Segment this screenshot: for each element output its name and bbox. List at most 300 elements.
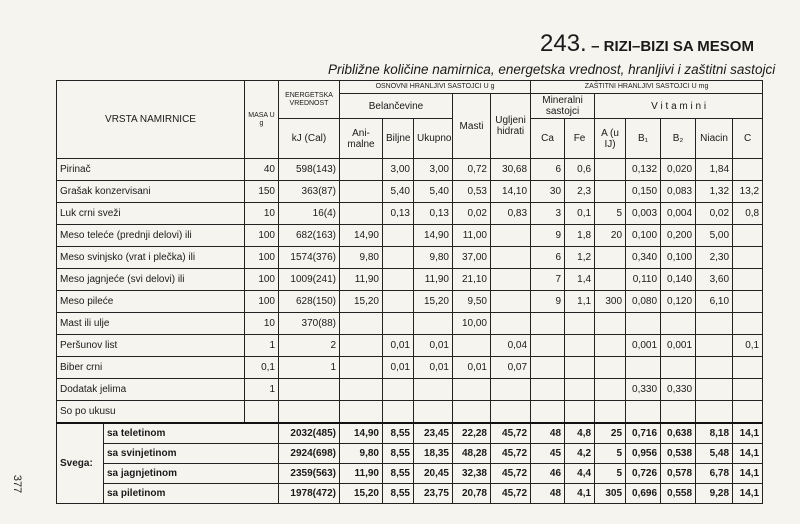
table-row — [57, 335, 763, 357]
kj-value: 2359 — [290, 468, 313, 479]
table-subtitle: Približne količine namirnica, energetska vrednost, hranljivi i zaštitni sastojci — [328, 62, 776, 77]
value-cell-mas: 0,02 — [453, 203, 491, 225]
value-cell-b1: 0,080 — [626, 291, 661, 313]
total-cell-mas: 32,38 — [453, 464, 491, 484]
value-cell-bil: 3,00 — [383, 159, 414, 181]
cal-value: (163) — [312, 230, 336, 241]
value-cell-c — [733, 379, 763, 401]
value-cell-ug — [491, 379, 531, 401]
value-cell-b2: 0,120 — [661, 291, 696, 313]
total-cell-bil: 8,55 — [383, 484, 414, 504]
table-row — [57, 291, 763, 313]
value-cell-ca: 9 — [531, 291, 565, 313]
value-cell-c: 0,8 — [733, 203, 763, 225]
total-variant: sa svinjetinom — [104, 444, 279, 464]
value-cell-a — [595, 247, 626, 269]
value-cell-b1: 0,150 — [626, 181, 661, 203]
table-row — [57, 401, 763, 424]
col-niacin: Niacin — [696, 119, 733, 159]
value-cell-fe: 1,1 — [565, 291, 595, 313]
col-energetska: ENERGETSKA VREDNOST — [279, 81, 340, 119]
cal-value: (143) — [312, 164, 336, 175]
value-cell-fe — [565, 313, 595, 335]
value-cell-b1: 0,132 — [626, 159, 661, 181]
total-cell-ug: 45,72 — [491, 423, 531, 444]
value-cell-bil — [383, 269, 414, 291]
kj-value: 2032 — [290, 428, 313, 439]
value-cell-ug — [491, 225, 531, 247]
total-variant: sa jagnjetinom — [104, 464, 279, 484]
value-cell-c — [733, 247, 763, 269]
col-a: A (u IJ) — [595, 119, 626, 159]
mass-cell: 150 — [245, 181, 279, 203]
col-vrsta: VRSTA NAMIRNICE — [57, 81, 245, 159]
value-cell-ni: 0,02 — [696, 203, 733, 225]
recipe-title — [540, 30, 754, 58]
value-cell-uk: 5,40 — [414, 181, 453, 203]
total-cell-uk: 23,45 — [414, 423, 453, 444]
value-cell-uk: 0,01 — [414, 357, 453, 379]
value-cell-ani: 9,80 — [340, 247, 383, 269]
energy-cell — [279, 291, 340, 313]
value-cell-ug — [491, 269, 531, 291]
value-cell-ani — [340, 159, 383, 181]
cal-value: (698) — [312, 448, 336, 459]
energy-cell — [279, 225, 340, 247]
total-cell-uk: 20,45 — [414, 464, 453, 484]
value-cell-b1: 0,100 — [626, 225, 661, 247]
value-cell-ani: 14,90 — [340, 225, 383, 247]
value-cell-b1 — [626, 313, 661, 335]
total-cell-ani: 11,90 — [340, 464, 383, 484]
mass-cell: 10 — [245, 203, 279, 225]
value-cell-ug: 0,04 — [491, 335, 531, 357]
total-cell-b2: 0,558 — [661, 484, 696, 504]
col-ukupno: Ukupno — [414, 119, 453, 159]
cal-value: (87) — [318, 186, 336, 197]
value-cell-ug: 30,68 — [491, 159, 531, 181]
total-cell-ni: 6,78 — [696, 464, 733, 484]
total-cell-bil: 8,55 — [383, 423, 414, 444]
value-cell-ca — [531, 379, 565, 401]
value-cell-fe: 1,8 — [565, 225, 595, 247]
kj-value: 370 — [301, 318, 319, 329]
value-cell-a — [595, 357, 626, 379]
food-name: Dodatak jelima — [57, 379, 245, 401]
value-cell-a: 20 — [595, 225, 626, 247]
value-cell-ug — [491, 401, 531, 424]
col-ugljeni: Ugljeni hidrati — [491, 94, 531, 159]
total-cell-b2: 0,638 — [661, 423, 696, 444]
kj-value: 1978 — [290, 488, 313, 499]
total-cell-a: 5 — [595, 444, 626, 464]
value-cell-c — [733, 357, 763, 379]
value-cell-a — [595, 313, 626, 335]
table-row — [57, 269, 763, 291]
value-cell-a — [595, 335, 626, 357]
cal-value: (485) — [312, 428, 336, 439]
total-cell-ni: 8,18 — [696, 423, 733, 444]
table-row — [57, 379, 763, 401]
food-name: Luk crni sveži — [57, 203, 245, 225]
value-cell-ni — [696, 357, 733, 379]
total-cell-mas: 22,28 — [453, 423, 491, 444]
value-cell-bil — [383, 247, 414, 269]
value-cell-mas — [453, 401, 491, 424]
value-cell-uk — [414, 401, 453, 424]
energy-cell — [279, 181, 340, 203]
value-cell-fe: 2,3 — [565, 181, 595, 203]
total-row — [57, 423, 763, 444]
total-cell-a: 5 — [595, 464, 626, 484]
value-cell-mas: 9,50 — [453, 291, 491, 313]
value-cell-ni — [696, 335, 733, 357]
total-cell-bil: 8,55 — [383, 464, 414, 484]
value-cell-mas: 0,53 — [453, 181, 491, 203]
value-cell-bil: 0,01 — [383, 335, 414, 357]
col-vitamini: V i t a m i n i — [595, 94, 763, 119]
table-row — [57, 357, 763, 379]
cal-value: (241) — [312, 274, 336, 285]
energy-cell — [279, 313, 340, 335]
kj-value: 363 — [301, 186, 319, 197]
value-cell-bil: 5,40 — [383, 181, 414, 203]
value-cell-ni: 2,30 — [696, 247, 733, 269]
value-cell-ni — [696, 401, 733, 424]
value-cell-ani — [340, 401, 383, 424]
value-cell-fe: 1,4 — [565, 269, 595, 291]
value-cell-ni: 5,00 — [696, 225, 733, 247]
value-cell-ni: 1,32 — [696, 181, 733, 203]
col-c: C — [733, 119, 763, 159]
value-cell-ug: 0,07 — [491, 357, 531, 379]
value-cell-uk — [414, 313, 453, 335]
value-cell-mas: 21,10 — [453, 269, 491, 291]
value-cell-mas: 0,72 — [453, 159, 491, 181]
value-cell-ca — [531, 335, 565, 357]
energy-cell — [279, 269, 340, 291]
value-cell-fe — [565, 401, 595, 424]
table-row — [57, 159, 763, 181]
value-cell-mas: 10,00 — [453, 313, 491, 335]
value-cell-b1: 0,340 — [626, 247, 661, 269]
value-cell-ca: 30 — [531, 181, 565, 203]
value-cell-ug — [491, 313, 531, 335]
value-cell-c — [733, 313, 763, 335]
mass-cell — [245, 401, 279, 424]
value-cell-a — [595, 401, 626, 424]
value-cell-uk: 0,01 — [414, 335, 453, 357]
page-number: 377 — [11, 474, 24, 494]
mass-cell: 100 — [245, 291, 279, 313]
total-cell-a: 25 — [595, 423, 626, 444]
food-name: Meso svinjsko (vrat i plečka) ili — [57, 247, 245, 269]
value-cell-ani — [340, 357, 383, 379]
value-cell-c — [733, 225, 763, 247]
value-cell-mas: 11,00 — [453, 225, 491, 247]
total-cell-ug: 45,72 — [491, 484, 531, 504]
food-name: So po ukusu — [57, 401, 245, 424]
food-name: Mast ili ulje — [57, 313, 245, 335]
value-cell-b1: 0,003 — [626, 203, 661, 225]
total-cell-c: 14,1 — [733, 423, 763, 444]
table-row — [57, 181, 763, 203]
value-cell-mas: 37,00 — [453, 247, 491, 269]
energy-cell — [279, 423, 340, 444]
energy-cell — [279, 401, 340, 424]
col-b1: B₁ — [626, 119, 661, 159]
col-masti: Masti — [453, 94, 491, 159]
total-cell-ug: 45,72 — [491, 464, 531, 484]
value-cell-a — [595, 269, 626, 291]
value-cell-b2: 0,020 — [661, 159, 696, 181]
value-cell-c: 0,1 — [733, 335, 763, 357]
table-row — [57, 225, 763, 247]
value-cell-b1: 0,001 — [626, 335, 661, 357]
value-cell-uk: 11,90 — [414, 269, 453, 291]
value-cell-fe — [565, 379, 595, 401]
total-cell-ani: 15,20 — [340, 484, 383, 504]
value-cell-bil: 0,13 — [383, 203, 414, 225]
value-cell-ni — [696, 313, 733, 335]
value-cell-b2: 0,083 — [661, 181, 696, 203]
recipe-number: 243. — [540, 30, 587, 57]
value-cell-uk: 14,90 — [414, 225, 453, 247]
table-row — [57, 247, 763, 269]
cal-value: (4) — [323, 208, 336, 219]
total-row — [57, 444, 763, 464]
total-cell-fe: 4,2 — [565, 444, 595, 464]
col-masa: MASA U g — [245, 81, 279, 159]
food-name: Meso teleće (prednji delovi) ili — [57, 225, 245, 247]
value-cell-ani — [340, 313, 383, 335]
kj-value: 2 — [330, 340, 336, 351]
value-cell-bil: 0,01 — [383, 357, 414, 379]
total-label: Svega: — [57, 423, 104, 504]
cal-value: (88) — [318, 318, 336, 329]
col-mineralni: Mineralni sastojci — [531, 94, 595, 119]
value-cell-ug — [491, 247, 531, 269]
value-cell-ani — [340, 335, 383, 357]
value-cell-b2: 0,200 — [661, 225, 696, 247]
value-cell-ni — [696, 379, 733, 401]
energy-cell — [279, 464, 340, 484]
value-cell-ug: 0,83 — [491, 203, 531, 225]
value-cell-b1: 0,110 — [626, 269, 661, 291]
value-cell-a: 300 — [595, 291, 626, 313]
col-belancevine: Belančevine — [340, 94, 453, 119]
energy-cell — [279, 444, 340, 464]
col-fe: Fe — [565, 119, 595, 159]
value-cell-b2 — [661, 313, 696, 335]
nutrition-table — [56, 80, 763, 504]
value-cell-ni: 1,84 — [696, 159, 733, 181]
food-name: Meso jagnjeće (svi delovi) ili — [57, 269, 245, 291]
value-cell-mas: 0,01 — [453, 357, 491, 379]
value-cell-ug — [491, 291, 531, 313]
value-cell-b2 — [661, 401, 696, 424]
energy-cell — [279, 159, 340, 181]
total-cell-ni: 9,28 — [696, 484, 733, 504]
table-row — [57, 203, 763, 225]
energy-cell — [279, 379, 340, 401]
value-cell-mas — [453, 335, 491, 357]
value-cell-bil — [383, 291, 414, 313]
total-cell-ca: 45 — [531, 444, 565, 464]
mass-cell: 1 — [245, 379, 279, 401]
value-cell-c — [733, 401, 763, 424]
value-cell-b2 — [661, 357, 696, 379]
value-cell-ca: 6 — [531, 159, 565, 181]
total-cell-mas: 20,78 — [453, 484, 491, 504]
total-cell-c: 14,1 — [733, 464, 763, 484]
total-cell-ca: 48 — [531, 423, 565, 444]
value-cell-c — [733, 291, 763, 313]
value-cell-fe: 0,6 — [565, 159, 595, 181]
value-cell-uk: 3,00 — [414, 159, 453, 181]
value-cell-b2: 0,330 — [661, 379, 696, 401]
value-cell-ca — [531, 357, 565, 379]
value-cell-bil — [383, 313, 414, 335]
value-cell-bil — [383, 401, 414, 424]
cal-value: (376) — [312, 252, 336, 263]
energy-cell — [279, 247, 340, 269]
value-cell-fe — [565, 335, 595, 357]
food-name: Peršunov list — [57, 335, 245, 357]
col-animalne: Ani-malne — [340, 119, 383, 159]
col-osnovni: OSNOVNI HRANLJIVI SASTOJCI U g — [340, 81, 531, 94]
total-cell-ca: 48 — [531, 484, 565, 504]
value-cell-a — [595, 379, 626, 401]
value-cell-ni: 3,60 — [696, 269, 733, 291]
total-variant: sa teletinom — [104, 423, 279, 444]
value-cell-a — [595, 159, 626, 181]
value-cell-b2: 0,140 — [661, 269, 696, 291]
total-cell-b1: 0,696 — [626, 484, 661, 504]
value-cell-c — [733, 159, 763, 181]
food-name: Pirinač — [57, 159, 245, 181]
kj-value: 1574 — [290, 252, 313, 263]
table-row — [57, 313, 763, 335]
mass-cell: 100 — [245, 247, 279, 269]
col-kj-cal: kJ (Cal) — [279, 119, 340, 159]
value-cell-b2: 0,100 — [661, 247, 696, 269]
food-name: Meso pileće — [57, 291, 245, 313]
energy-cell — [279, 335, 340, 357]
value-cell-fe: 1,2 — [565, 247, 595, 269]
value-cell-c — [733, 269, 763, 291]
total-cell-b2: 0,538 — [661, 444, 696, 464]
food-name: Biber crni — [57, 357, 245, 379]
total-cell-ani: 9,80 — [340, 444, 383, 464]
value-cell-uk: 9,80 — [414, 247, 453, 269]
energy-cell — [279, 203, 340, 225]
value-cell-bil — [383, 225, 414, 247]
value-cell-ca: 6 — [531, 247, 565, 269]
col-zastitni: ZAŠTITNI HRANLJIVI SASTOJCI U mg — [531, 81, 763, 94]
mass-cell: 100 — [245, 225, 279, 247]
value-cell-ani — [340, 379, 383, 401]
kj-value: 16 — [312, 208, 324, 219]
value-cell-b2: 0,004 — [661, 203, 696, 225]
value-cell-b1 — [626, 357, 661, 379]
total-cell-ca: 46 — [531, 464, 565, 484]
value-cell-fe: 0,1 — [565, 203, 595, 225]
value-cell-uk: 15,20 — [414, 291, 453, 313]
kj-value: 1009 — [290, 274, 313, 285]
value-cell-ug: 14,10 — [491, 181, 531, 203]
kj-value: 628 — [295, 296, 313, 307]
total-row — [57, 464, 763, 484]
value-cell-b1: 0,330 — [626, 379, 661, 401]
kj-value: 2924 — [290, 448, 313, 459]
value-cell-ani — [340, 181, 383, 203]
total-cell-ani: 14,90 — [340, 423, 383, 444]
value-cell-b1 — [626, 401, 661, 424]
value-cell-a — [595, 181, 626, 203]
cal-value: (563) — [312, 468, 336, 479]
total-cell-a: 305 — [595, 484, 626, 504]
total-cell-b1: 0,956 — [626, 444, 661, 464]
total-row — [57, 484, 763, 504]
mass-cell: 40 — [245, 159, 279, 181]
value-cell-ani: 11,90 — [340, 269, 383, 291]
kj-value: 1 — [330, 362, 336, 373]
food-name: Grašak konzervisani — [57, 181, 245, 203]
total-cell-fe: 4,1 — [565, 484, 595, 504]
value-cell-ni: 6,10 — [696, 291, 733, 313]
value-cell-mas — [453, 379, 491, 401]
total-cell-uk: 23,75 — [414, 484, 453, 504]
value-cell-ca — [531, 401, 565, 424]
value-cell-ca: 3 — [531, 203, 565, 225]
col-biljne: Biljne — [383, 119, 414, 159]
value-cell-ani: 15,20 — [340, 291, 383, 313]
total-variant: sa piletinom — [104, 484, 279, 504]
total-cell-b1: 0,716 — [626, 423, 661, 444]
value-cell-a: 5 — [595, 203, 626, 225]
total-cell-b2: 0,578 — [661, 464, 696, 484]
cal-value: (150) — [312, 296, 336, 307]
value-cell-b2: 0,001 — [661, 335, 696, 357]
total-cell-mas: 48,28 — [453, 444, 491, 464]
total-cell-c: 14,1 — [733, 484, 763, 504]
total-cell-fe: 4,8 — [565, 423, 595, 444]
mass-cell: 1 — [245, 335, 279, 357]
value-cell-ca — [531, 313, 565, 335]
total-cell-ug: 45,72 — [491, 444, 531, 464]
total-cell-c: 14,1 — [733, 444, 763, 464]
mass-cell: 10 — [245, 313, 279, 335]
total-cell-bil: 8,55 — [383, 444, 414, 464]
kj-value: 598 — [295, 164, 313, 175]
value-cell-c: 13,2 — [733, 181, 763, 203]
value-cell-uk — [414, 379, 453, 401]
value-cell-fe — [565, 357, 595, 379]
energy-cell — [279, 484, 340, 504]
col-ca: Ca — [531, 119, 565, 159]
recipe-name: – RIZI–BIZI SA MESOM — [591, 38, 754, 55]
value-cell-bil — [383, 379, 414, 401]
value-cell-ani — [340, 203, 383, 225]
mass-cell: 100 — [245, 269, 279, 291]
total-cell-uk: 18,35 — [414, 444, 453, 464]
mass-cell: 0,1 — [245, 357, 279, 379]
total-cell-ni: 5,48 — [696, 444, 733, 464]
kj-value: 682 — [295, 230, 313, 241]
value-cell-ca: 9 — [531, 225, 565, 247]
value-cell-ca: 7 — [531, 269, 565, 291]
